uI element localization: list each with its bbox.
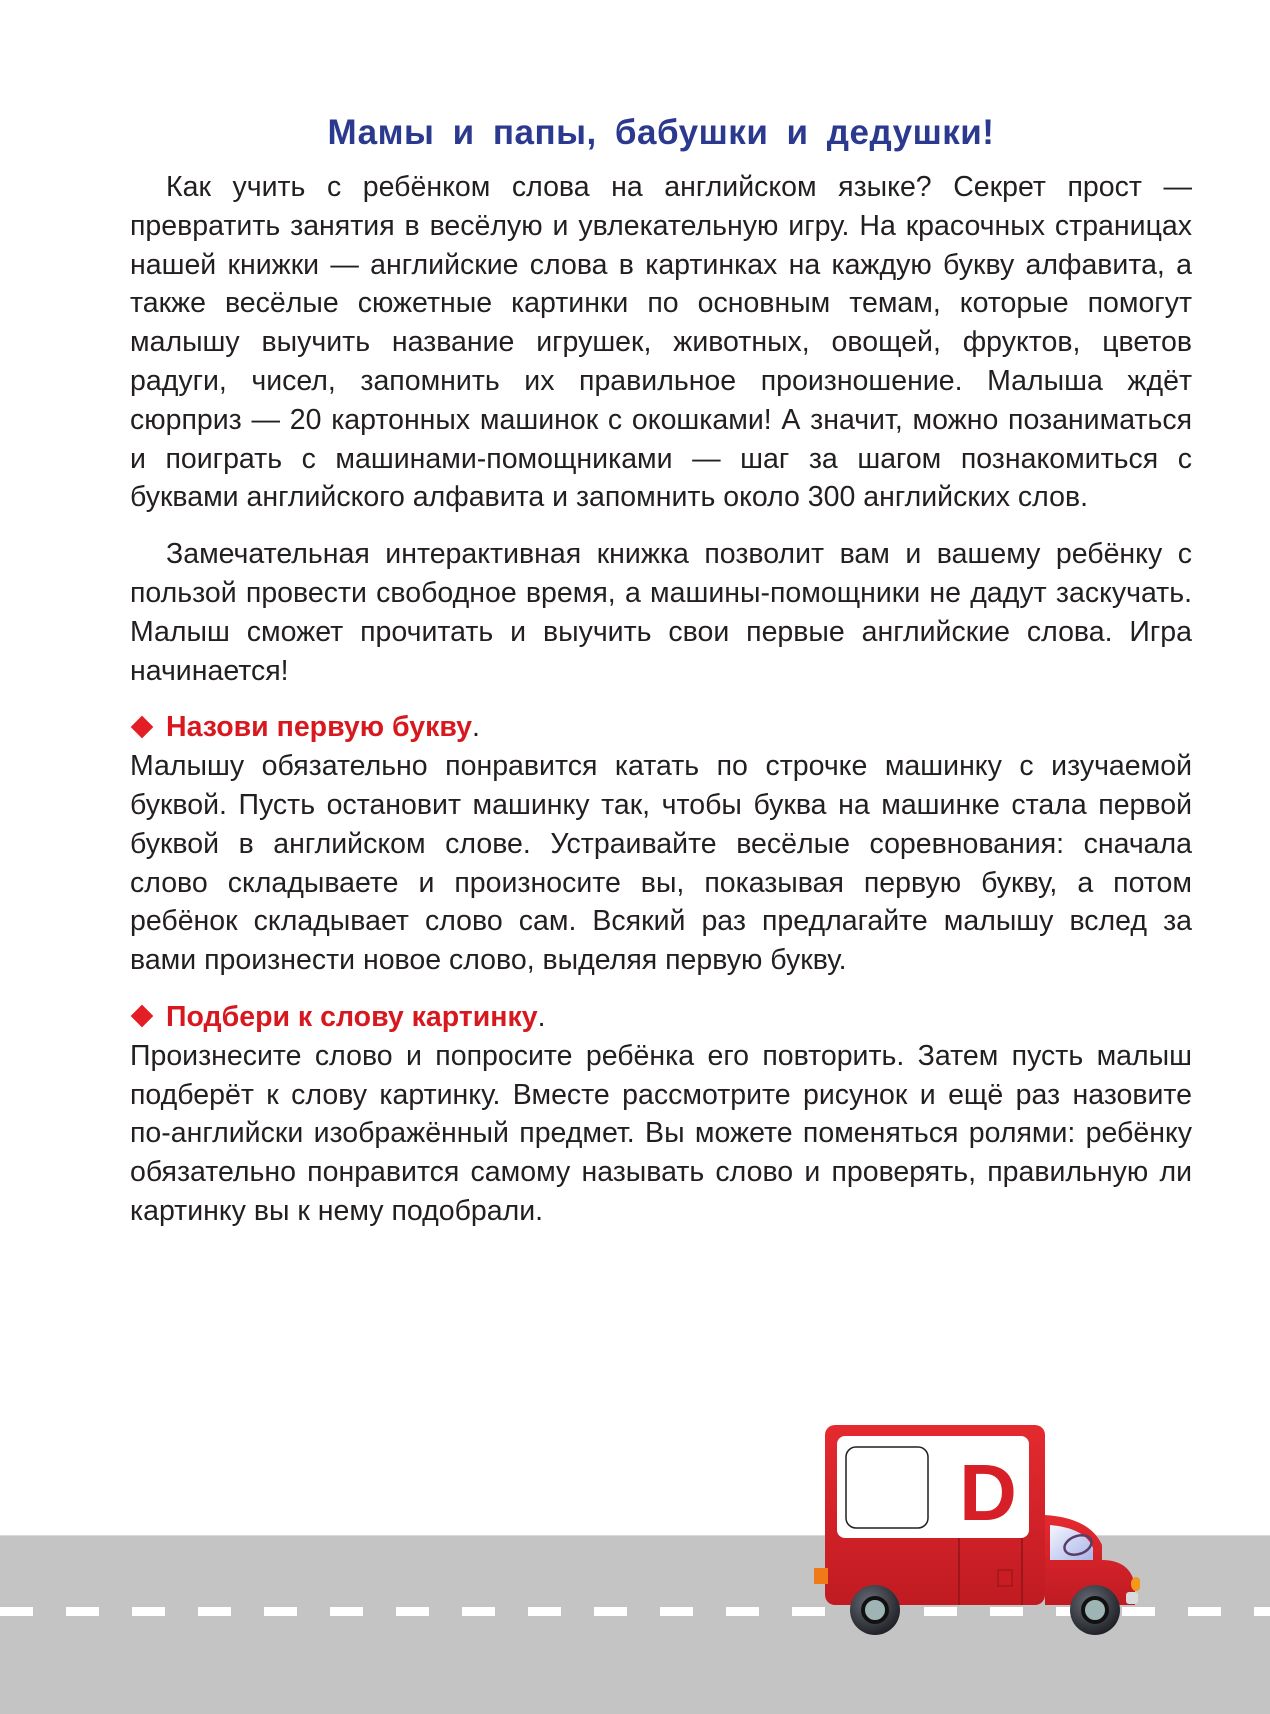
section-heading-match-picture: Подбери к слову картинку. <box>130 998 1192 1037</box>
red-truck-icon <box>810 1420 1140 1640</box>
intro-paragraph-2: Замечательная интерактивная книжка позволит вам и вашему ребёнку с пользой провести свободное время, а машины-помощники не дадут заскучать. Малыш сможет прочитать и выучить свои первые английские слова. Игра начинается! <box>130 538 1192 687</box>
section-body-first-letter: Малышу обязательно понравится катать по строчке машинку с изучаемой буквой. Пусть остановит машинку так, чтобы буква на машинке стала первой буквой в английском слове. Устраивайте весёлые соревнования: сначала слово складываете и произносите вы, показывая первую букву, а потом ребёнок складывает слово сам. Всякий раз предлагайте малышу вслед за вами произнести новое слово, выделяя первую букву. <box>130 750 1192 977</box>
intro-paragraph-1: Как учить с ребёнком слова на английском языке? Секрет прост — превратить занятия в весёлую и увлекательную игру. На красочных страницах нашей книжки — английские слова в картинках на каждую букву алфавита, а также весёлые сюжетные картинки по основным темам, которые помогут малышу выучить название игрушек, животных, овощей, фруктов, цветов радуги, чисел, запомнить их правильное произношение. Малыша ждёт сюрприз — 20 картонных машинок с окошками! А значит, можно позаниматься и поиграть с машинами-помощниками — шаг за шагом познакомиться с буквами английского алфавита и запомнить около 300 английских слов. <box>130 171 1192 514</box>
page-title: Мамы и папы, бабушки и дедушки! <box>327 113 995 152</box>
section-heading-first-letter: Назови первую букву. <box>130 708 1192 747</box>
page-content <box>130 168 1192 1231</box>
diamond-bullet-icon <box>131 716 154 739</box>
section-heading-text: Назови первую букву <box>166 711 472 744</box>
section-body-match-picture: Произнесите слово и попросите ребёнка его повторить. Затем пусть малыш подберёт к слову картинку. Вместе рассмотрите рисунок и ещё раз назовите по-английски изображённый предмет. Вы можете поменяться ролями: ребёнку обязательно понравится самому называть слово и проверять, правильную ли картинку вы к нему подобрали. <box>130 1039 1192 1227</box>
section-heading-text: Подбери к слову картинку <box>166 1000 538 1033</box>
diamond-bullet-icon <box>131 1005 154 1028</box>
truck-letter: D <box>959 1448 1017 1537</box>
